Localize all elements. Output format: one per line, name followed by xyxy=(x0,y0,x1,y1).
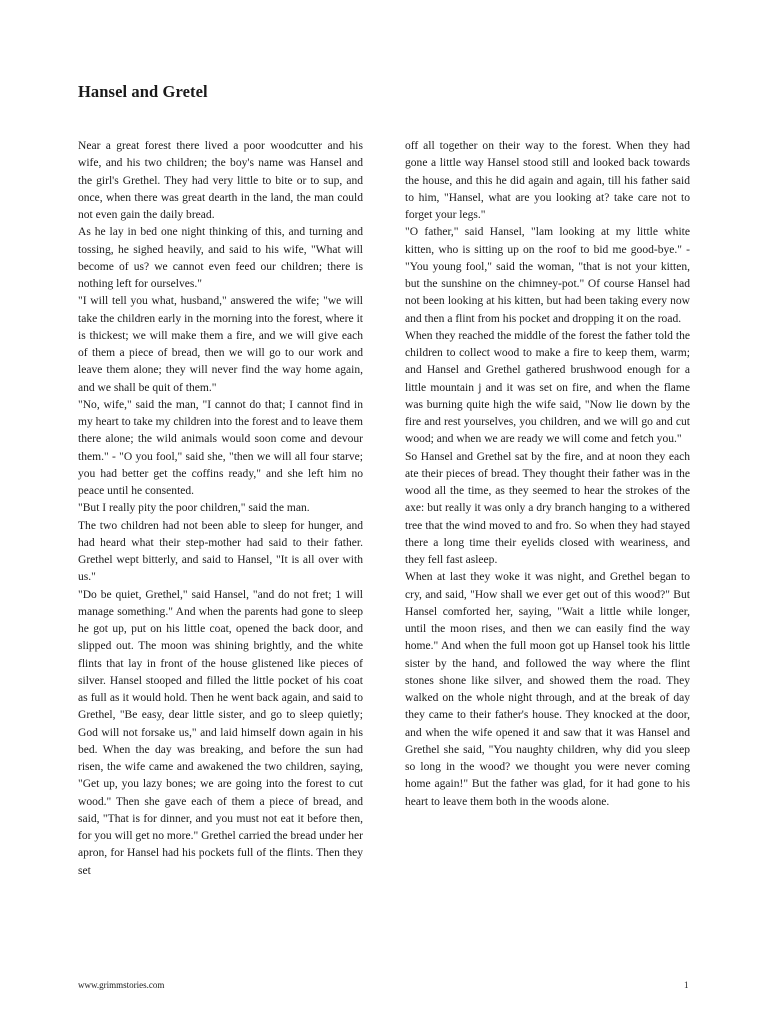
paragraph: off all together on their way to the forest. When they had gone a little way Hansel stood still and looked back towards the house, and this he did again and again, till his father said to him, "Hansel, what are you looking at? take care not to forget your legs." xyxy=(405,140,690,221)
paragraph: When they reached the middle of the forest the father told the children to collect wood to make a fire to keep them, warm; and Hansel and Grethel gathered brushwood enough for a little mountain j and it was set on fire, and when the flame was burning quite high the wife said, "Now lie down by the fire and rest yourselves, you children, and we will go and cut wood; and when we are ready we will come and fetch you." xyxy=(405,329,690,446)
right-text-column xyxy=(405,138,690,811)
paragraph: "No, wife," said the man, "I cannot do that; I cannot find in my heart to take my children into the forest and to leave them there alone; the wild animals would soon come and devour them." - "O you fool," said she, "then we will all four starve; you had better get the coffins ready," and she left him no peace until he consented. xyxy=(78,398,363,497)
paragraph: As he lay in bed one night thinking of this, and turning and tossing, he sighed heavily, and said to his wife, "What will become of us? we cannot even feed our children; there is nothing left for ourselves." xyxy=(78,226,363,290)
paragraph: The two children had not been able to sleep for hunger, and had heard what their step-mother had said to their father. Grethel wept bitterly, and said to Hansel, "It is all over with us." xyxy=(78,519,363,584)
page-title: Hansel and Gretel xyxy=(78,82,208,101)
paragraph: When at last they woke it was night, and Grethel began to cry, and said, "How shall we ever get out of this wood?" But Hansel comforted her, saying, "Wait a little while longer, until the moon rises, and then we can easily find the way home." And when the full moon got up Hansel took his little sister by the hand, and followed the way where the flint stones shone like silver, and showed them the road. They walked on the whole night through, and at the break of day they came to their father's house. They knocked at the door, and when the wife opened it and saw that it was Hansel and Grethel she said, "You naughty children, why did you sleep so long in the wood? we thought you were never coming home again!" But the father was glad, for it had gone to his heart to leave them both in the woods alone. xyxy=(405,571,690,808)
paragraph: So Hansel and Grethel sat by the fire, and at noon they each ate their pieces of bread. They thought their father was in the wood all the time, as they seemed to hear the strokes of the axe: but really it was only a dry branch hanging to a withered tree that the wind moved to and fro. So when they had stayed there a long time their eyelids closed with weariness, and they fell fast asleep. xyxy=(405,450,690,566)
paragraph: "I will tell you what, husband," answered the wife; "we will take the children early in the morning into the forest, where it is thickest; we will make them a fire, and we will give each of them a piece of bread, then we will go to our work and leave them alone; they will never find the way home again, and we shall be quit of them." xyxy=(78,295,363,394)
page-number: 1 xyxy=(684,980,689,990)
footer-url: www.grimmstories.com xyxy=(78,980,165,990)
left-text-column xyxy=(78,138,363,880)
paragraph: Near a great forest there lived a poor woodcutter and his wife, and his two children; the boy's name was Hansel and the girl's Grethel. They had very little to bite or to sup, and once, when there was great dearth in the land, the man could not even gain the daily bread. xyxy=(78,140,363,221)
paragraph: "O father," said Hansel, "lam looking at my little white kitten, who is sitting up on the roof to bid me good-bye." - "You young fool," said the woman, "that is not your kitten, but the sunshine on the chimney-pot." Of course Hansel had not been looking at his kitten, but had been taking every now and then a flint from his pocket and dropping it on the road. xyxy=(405,226,690,325)
paragraph: "But I really pity the poor children," said the man. xyxy=(78,502,310,515)
paragraph: "Do be quiet, Grethel," said Hansel, "and do not fret; 1 will manage something." And when the parents had gone to sleep he got up, put on his little coat, opened the back door, and slipped out. The moon was shining brightly, and the white flints that lay in front of the house glistened like pieces of silver. Hansel stooped and filled the little pocket of his coat as full as it would hold. Then he went back again, and said to Grethel, "Be easy, dear little sister, and go to sleep quietly; God will not forsake us," and laid himself down again in his bed. When the day was breaking, and before the sun had risen, the wife came and awakened the two children, saying, "Get up, you lazy bones; we are going into the forest to cut wood." Then she gave each of them a piece of bread, and said, "That is for dinner, and you must not eat it before then, for you will get no more." Grethel carried the bread under her apron, for Hansel had his pockets full of the flints. Then they set xyxy=(78,588,363,877)
